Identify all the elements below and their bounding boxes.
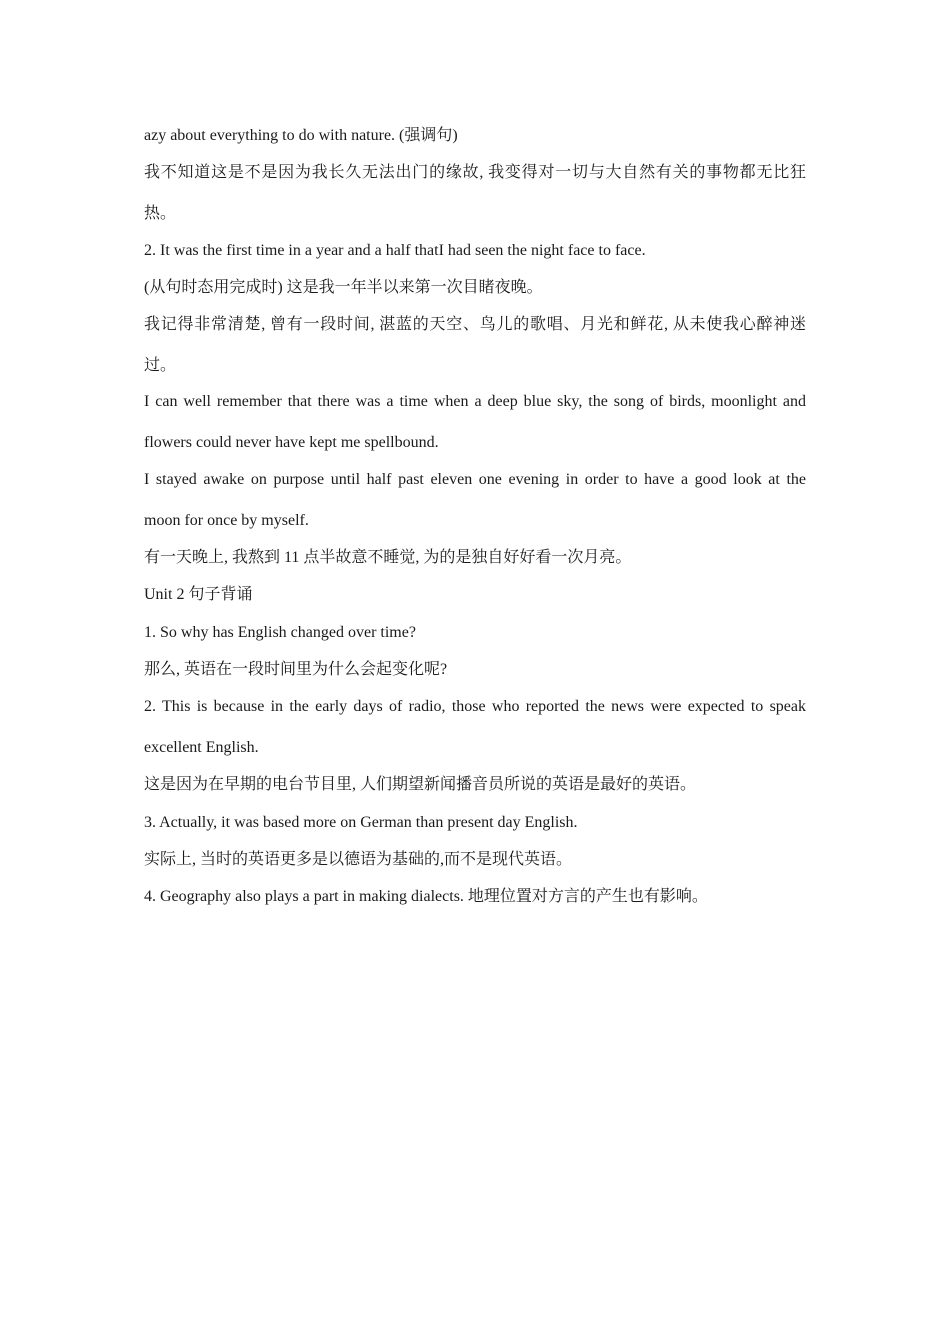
text-line: flowers could never have kept me spellbound. <box>144 434 439 451</box>
text-line: 这是因为在早期的电台节目里, 人们期望新闻播音员所说的英语是最好的英语。 <box>144 776 697 793</box>
text-line: azy about everything to do with nature. (强调句) <box>144 127 458 144</box>
text-line: I stayed awake on purpose until half past eleven one evening in order to have a good look at the <box>144 471 806 488</box>
text-line: (从句时态用完成时) 这是我一年半以来第一次目睹夜晚。 <box>144 279 543 296</box>
text-line: 我不知道这是不是因为我长久无法出门的缘故, 我变得对一切与大自然有关的事物都无比狂 <box>144 164 806 181</box>
text-line: 3. Actually, it was based more on German than present day English. <box>144 814 578 831</box>
text-line: 有一天晚上, 我熬到 11 点半故意不睡觉, 为的是独自好好看一次月亮。 <box>144 549 632 566</box>
section-heading: Unit 2 句子背诵 <box>144 586 253 603</box>
text-line: 4. Geography also plays a part in making dialects. 地理位置对方言的产生也有影响。 <box>144 888 708 905</box>
text-line: I can well remember that there was a time when a deep blue sky, the song of birds, moonlight and <box>144 393 806 410</box>
text-line: 过。 <box>144 357 177 374</box>
text-line: 我记得非常清楚, 曾有一段时间, 湛蓝的天空、鸟儿的歌唱、月光和鲜花, 从未使我心醉神迷 <box>144 316 806 333</box>
text-line: 实际上, 当时的英语更多是以德语为基础的,而不是现代英语。 <box>144 851 573 868</box>
text-line: 那么, 英语在一段时间里为什么会起变化呢? <box>144 661 448 678</box>
text-line: excellent English. <box>144 739 259 756</box>
text-line: 1. So why has English changed over time? <box>144 624 416 641</box>
text-line: 2. It was the first time in a year and a half thatI had seen the night face to face. <box>144 242 646 259</box>
text-line: moon for once by myself. <box>144 512 309 529</box>
text-line: 热。 <box>144 205 177 222</box>
text-line: 2. This is because in the early days of radio, those who reported the news were expected to speak <box>144 698 806 715</box>
